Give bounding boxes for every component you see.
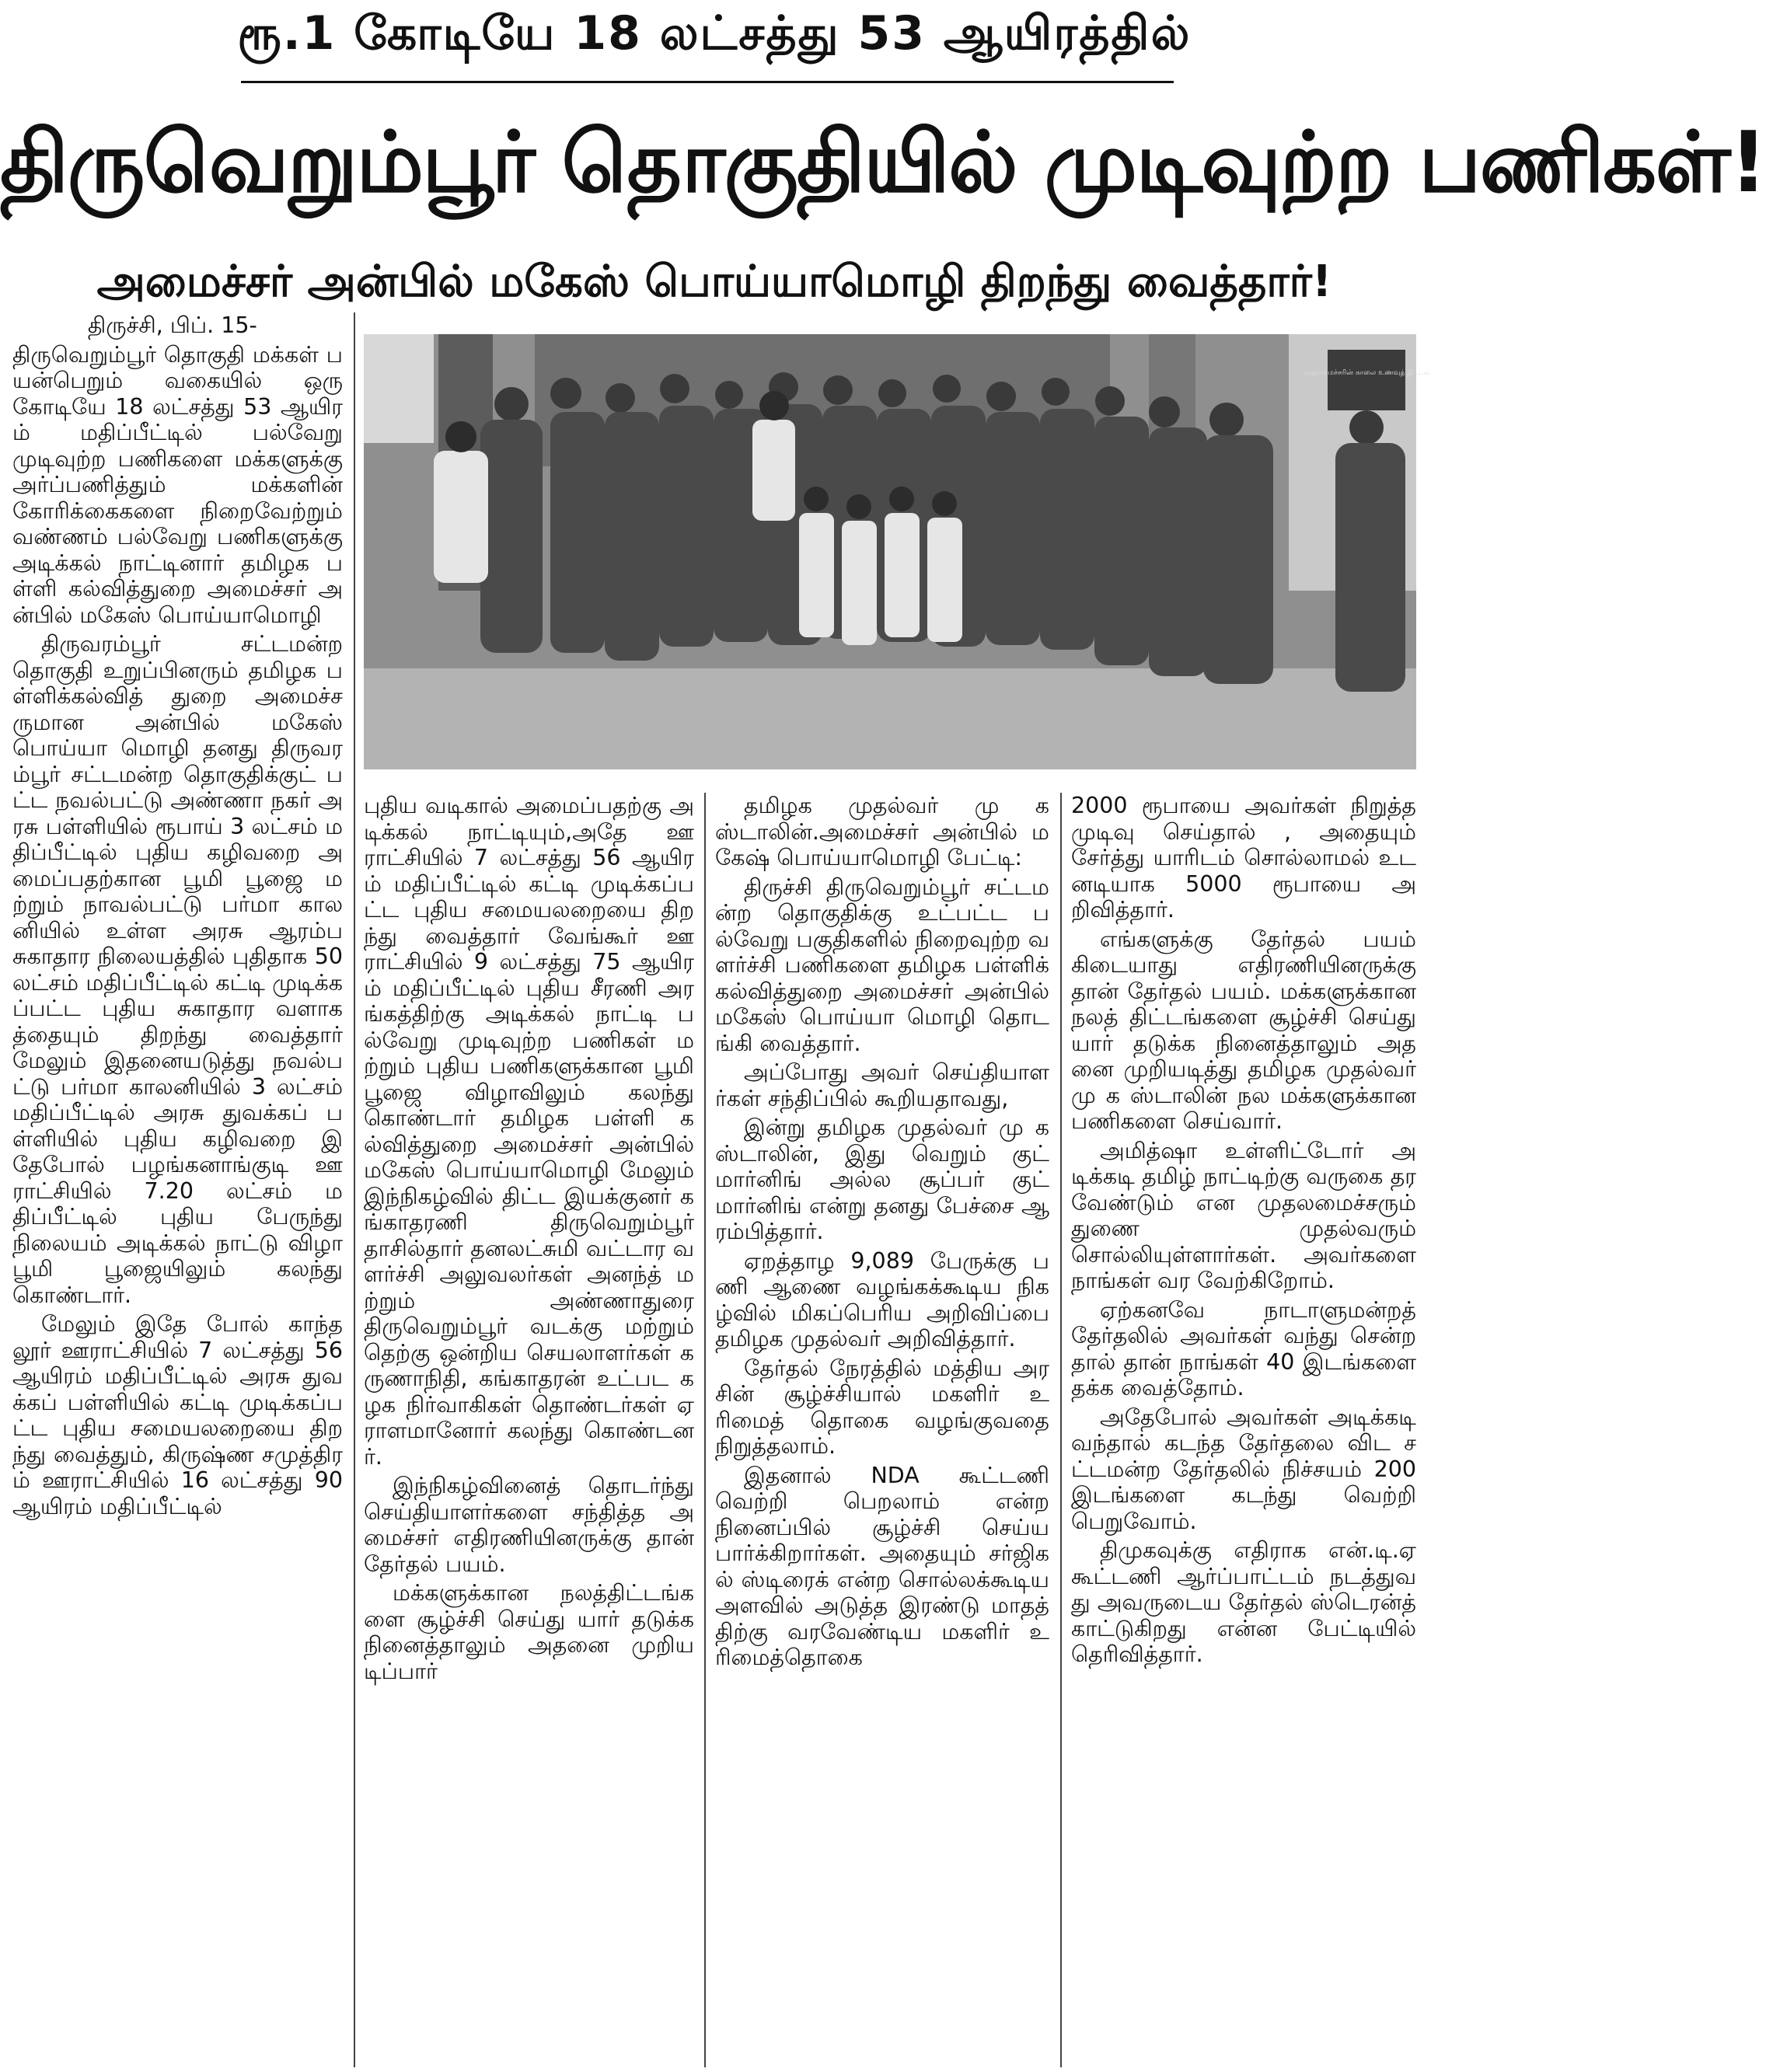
paragraph: இன்று தமிழக முதல்வர் மு க ஸ்டாலின், இது வெறும் குட் மார்னிங் அல்ல சூப்பர் குட் மார்னிங் என்று தனது பேச்சை ஆரம்பித்தார். — [715, 1114, 1049, 1244]
paragraph: அப்போது அவர் செய்தியாளர்கள் சந்திப்பில் கூறியதாவது, — [715, 1059, 1049, 1111]
paragraph: எங்களுக்கு தேர்தல் பயம் கிடையாது எதிரணியினருக்கு தான் தேர்தல் பயம். மக்களுக்கான நலத் திட்டங்களை சூழ்ச்சி செய்து யார் தடுக்க நினைத்தாலும் அதனை முறியடித்து தமிழக முதல்வர் மு க ஸ்டாலின் நல மக்களுக்கான பணிகளை செய்வார். — [1071, 926, 1416, 1134]
paragraph: மக்களுக்கான நலத்திட்டங்களை சூழ்ச்சி செய்து யார் தடுக்க நினைத்தாலும் அதனை முறியடிப்பார் — [364, 1580, 694, 1684]
news-photo — [364, 334, 1430, 769]
dateline: திருச்சி, பிப். 15- — [87, 312, 257, 338]
column-divider — [704, 793, 706, 2067]
paragraph: ஏற்கனவே நாடாளுமன்றத் தேர்தலில் அவர்கள் வந்து சென்றதால் தான் நாங்கள் 40 இடங்களை தக்க வைத்தோம். — [1071, 1296, 1416, 1401]
column-divider — [1060, 793, 1062, 2067]
paragraph: தேர்தல் நேரத்தில் மத்திய அரசின் சூழ்ச்சியால் மகளிர் உரிமைத் தொகை வழங்குவதை நிறுத்தலாம். — [715, 1355, 1049, 1459]
paragraph: இந்நிகழ்வினைத் தொடர்ந்து செய்தியாளர்களை சந்தித்த அமைச்சர் எதிரணியினருக்கு தான் தேர்தல் பயம். — [364, 1473, 694, 1577]
article-column-4 — [1071, 793, 1416, 2067]
paragraph: புதிய வடிகால் அமைப்பதற்கு அடிக்கல் நாட்டியும்,அதே ஊராட்சியில் 7 லட்சத்து 56 ஆயிரம் மதிப்பீட்டில் கட்டி முடிக்கப்பட்ட புதிய சமையலறையை திறந்து வைத்தார் வேங்கூர் ஊராட்சியில் 9 லட்சத்து 75 ஆயிரம் மதிப்பீட்டில் புதிய சீரணி அரங்கத்திற்கு அடிக்கல் நாட்டி பல்வேறு முடிவுற்ற பணிகள் மற்றும் புதிய பணிகளுக்கான பூமி பூஜை விழாவிலும் கலந்து கொண்டார் தமிழக பள்ளி கல்வித்துறை அமைச்சர் அன்பில் மகேஸ் பொய்யாமொழி மேலும் இந்நிகழ்வில் திட்ட இயக்குனர் கங்காதரணி திருவெறும்பூர் தாசில்தார் தனலட்சுமி வட்டார வளர்ச்சி அலுவலர்கள் அனந்த் மற்றும் அண்ணாதுரை திருவெறும்பூர் வடக்கு மற்றும் தெற்கு ஒன்றிய செயலாளர்கள் கருணாநிதி, கங்காதரன் உட்பட கழக நிர்வாகிகள் தொண்டர்கள் ஏராளமானோர் கலந்து கொண்டனர். — [364, 793, 694, 1470]
paragraph: 2000 ரூபாயை அவர்கள் நிறுத்த முடிவு செய்தால் , அதையும் சேர்த்து யாரிடம் சொல்லாமல் உடனடியாக 5000 ரூபாயை அறிவித்தார். — [1071, 793, 1416, 923]
paragraph: திமுகவுக்கு எதிராக என்.டி.ஏ கூட்டணி ஆர்ப்பாட்டம் நடத்துவது அவருடைய தேர்தல் ஸ்டெரன்த் காட்டுகிறது என்ன பேட்டியில் தெரிவித்தார். — [1071, 1537, 1416, 1667]
kicker-rule — [241, 81, 1174, 83]
paragraph: திருச்சி திருவெறும்பூர் சட்டமன்ற தொகுதிக்கு உட்பட்ட பல்வேறு பகுதிகளில் நிறைவுற்ற வளர்ச்சி பணிகளை தமிழக பள்ளிக் கல்வித்துறை அமைச்சர் அன்பில் மகேஸ் பொய்யா மொழி தொடங்கி வைத்தார். — [715, 874, 1049, 1056]
paragraph: திருவெறும்பூர் தொகுதி மக்கள் பயன்பெறும் வகையில் ஒரு கோடியே 18 லட்சத்து 53 ஆயிரம் மதிப்பீட்டில் பல்வேறு முடிவுற்ற பணிகளை மக்களுக்கு அர்ப்பணித்தும் மக்களின் கோரிக்கைகளை நிறைவேற்றும் வண்ணம் பல்வேறு பணிகளுக்கு அடிக்கல் நாட்டினார் தமிழக பள்ளி கல்வித்துறை அமைச்சர் அன்பில் மகேஸ் பொய்யாமொழி — [12, 341, 343, 628]
paragraph: ஏறத்தாழ 9,089 பேருக்கு பணி ஆணை வழங்கக்கூடிய நிகழ்வில் மிகப்பெரிய அறிவிப்பை தமிழக முதல்வர் அறிவித்தார். — [715, 1247, 1049, 1352]
paragraph: தமிழக முதல்வர் மு க ஸ்டாலின்.அமைச்சர் அன்பில் மகேஷ் பொய்யாமொழி பேட்டி: — [715, 793, 1049, 870]
paragraph: இதனால் NDA கூட்டணி வெற்றி பெறலாம் என்ற நினைப்பில் சூழ்ச்சி செய்ய பார்க்கிறார்கள். அதையும் சர்ஜிகல் ஸ்டிரைக் என்ற சொல்லக்கூடிய அளவில் அடுத்த இரண்டு மாதத் திற்கு வரவேண்டிய மகளிர் உரிமைத்தொகை — [715, 1462, 1049, 1670]
paragraph: அதேபோல் அவர்கள் அடிக்கடி வந்தால் கடந்த தேர்தலை விட சட்டமன்ற தேர்தலில் நிச்சயம் 200இடங்களை கடந்து வெற்றி பெறுவோம். — [1071, 1404, 1416, 1534]
main-headline: திருவெறும்பூர் தொகுதியில் முடிவுற்ற பணிகள்! — [0, 114, 1766, 211]
paragraph: திருவரம்பூர் சட்டமன்ற தொகுதி உறுப்பினரும் தமிழக பள்ளிக்கல்வித் துறை அமைச்சருமான அன்பில் மகேஸ் பொய்யா மொழி தனது திருவரம்பூர் சட்டமன்ற தொகுதிக்குட் பட்ட நவல்பட்டு அண்ணா நகர் அரசு பள்ளியில் ரூபாய் 3 லட்சம் மதிப்பீட்டில் புதிய கழிவறை அமைப்பதற்கான பூமி பூஜை மற்றும் நாவல்பட்டு பர்மா காலனியில் உள்ள அரசு ஆரம்ப சுகாதார நிலையத்தில் புதிதாக 50 லட்சம் மதிப்பீட்டில் கட்டி முடிக்கப்பட்ட புதிய சுகாதார வளாகத்தையும் திறந்து வைத்தார் மேலும் இதனையடுத்து நவல்பட்டு பர்மா காலனியில் 3 லட்சம் மதிப்பீட்டில் அரசு துவக்கப் பள்ளியில் புதிய கழிவறை இதேபோல் பழங்கனாங்குடி ஊராட்சியில் 7.20 லட்சம் மதிப்பீட்டில் புதிய பேருந்து நிலையம் அடிக்கல் நாட்டு விழா பூமி பூஜையிலும் கலந்து கொண்டார். — [12, 631, 343, 1308]
group-photo-illustration — [364, 334, 1430, 769]
article-column-2 — [364, 793, 694, 2067]
article-column-3 — [715, 793, 1049, 2067]
photo-sign: முதலமைச்சரின் காலை உணவுத் திட்டம் — [1303, 369, 1430, 377]
article-column-1 — [12, 312, 343, 2067]
paragraph: மேலும் இதே போல் காந்தலூர் ஊராட்சியில் 7 லட்சத்து 56 ஆயிரம் மதிப்பீட்டில் அரசு துவக்கப் பள்ளியில் கட்டி முடிக்கப்பட்ட புதிய சமையலறையை திறந்து வைத்தும், கிருஷ்ண சமுத்திரம் ஊராட்சியில் 16 லட்சத்து 90 ஆயிரம் மதிப்பீட்டில் — [12, 1311, 343, 1519]
headline-kicker: ரூ.1 கோடியே 18 லட்சத்து 53 ஆயிரத்தில் — [237, 6, 1192, 61]
sub-headline: அமைச்சர் அன்பில் மகேஸ் பொய்யாமொழி திறந்து வைத்தார்! — [96, 256, 1332, 307]
paragraph: அமித்ஷா உள்ளிட்டோர் அடிக்கடி தமிழ் நாட்டிற்கு வருகை தர வேண்டும் என முதலமைச்சரும் துணை முதல்வரும் சொல்லியுள்ளார்கள். அவர்களை நாங்கள் வர வேற்கிறோம். — [1071, 1137, 1416, 1293]
column-divider — [354, 312, 355, 2067]
